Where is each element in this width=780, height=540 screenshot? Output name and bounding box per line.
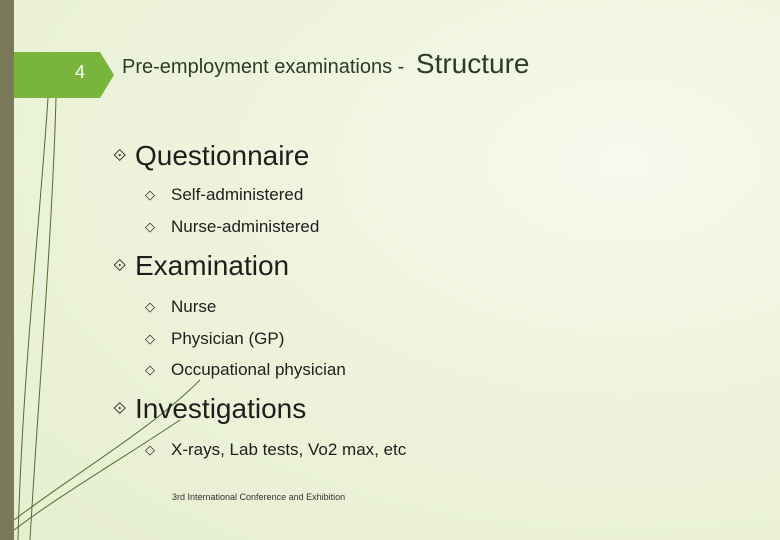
diamond-question-icon: ⟐ — [113, 146, 127, 165]
bullet-label: X-rays, Lab tests, Vo2 max, etc — [171, 440, 407, 459]
bullet-label: Nurse — [171, 297, 217, 316]
bullet-physician-gp — [145, 329, 284, 349]
bullet-label: Examination — [135, 250, 290, 281]
title-prefix: Pre-employment examinations - — [122, 56, 410, 78]
bullet-investigations — [113, 393, 306, 425]
diamond-question-icon: ⟐ — [113, 399, 127, 418]
bullet-label: Physician (GP) — [171, 329, 285, 348]
diamond-icon: ◇ — [145, 442, 155, 457]
bullet-label: Investigations — [135, 393, 307, 424]
diamond-icon: ◇ — [145, 362, 155, 377]
bullet-label: Nurse-administered — [171, 217, 320, 236]
bullet-investigations-detail — [145, 440, 406, 460]
title-main: Structure — [415, 48, 530, 79]
slide-number: 4 — [75, 62, 86, 82]
bullet-occupational-physician — [145, 360, 346, 380]
bullet-examination — [113, 250, 289, 282]
diamond-icon: ◇ — [145, 331, 155, 346]
slide-number-tab — [14, 52, 114, 98]
bullet-label: Occupational physician — [171, 360, 346, 379]
slide-title — [122, 48, 530, 80]
footer-text: 3rd International Conference and Exhibition — [172, 492, 346, 502]
bullet-self-administered — [145, 185, 303, 205]
bullet-label: Questionnaire — [135, 140, 310, 171]
diamond-icon: ◇ — [145, 219, 155, 234]
diamond-icon: ◇ — [145, 187, 155, 202]
bullet-nurse — [145, 297, 216, 317]
bullet-questionnaire — [113, 140, 309, 172]
diamond-icon: ◇ — [145, 299, 155, 314]
bullet-label: Self-administered — [171, 185, 304, 204]
diamond-question-icon: ⟐ — [113, 256, 127, 275]
bullet-nurse-administered — [145, 217, 319, 237]
